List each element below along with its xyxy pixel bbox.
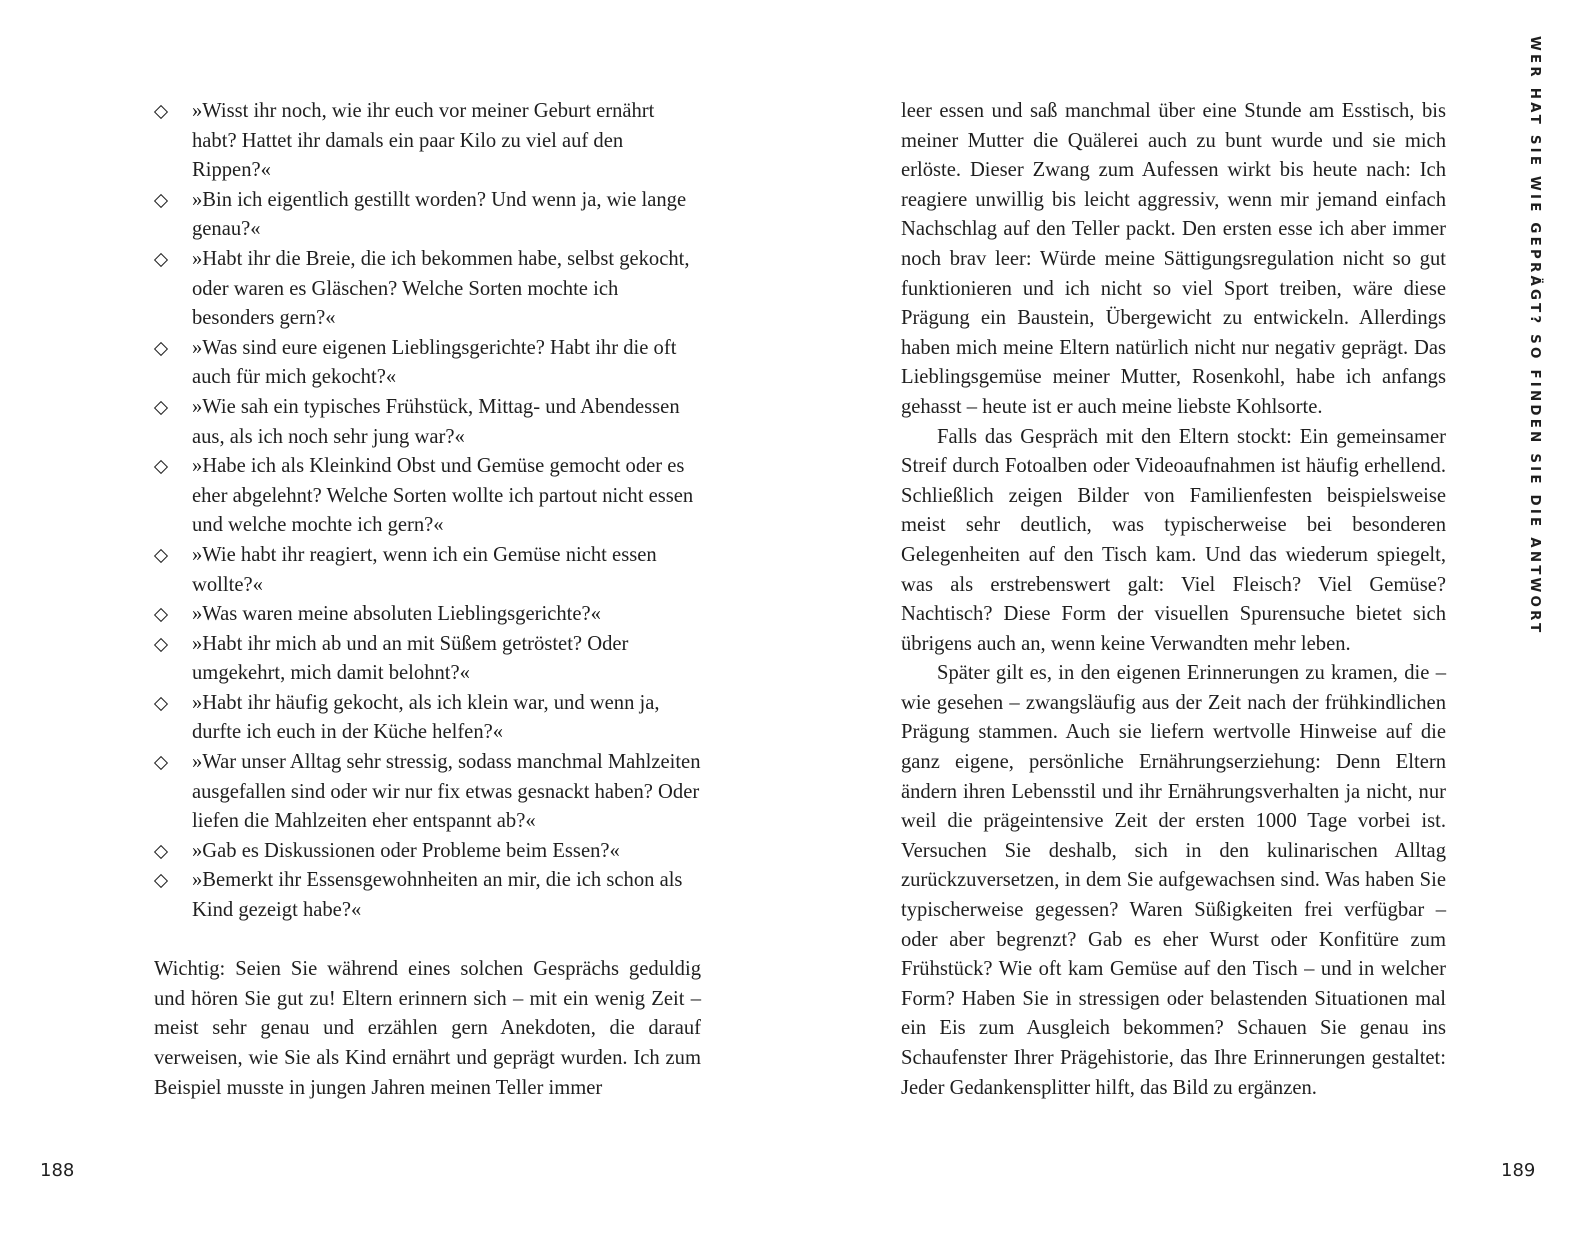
- question-item: [154, 866, 701, 925]
- question-text: »Wisst ihr noch, wie ihr euch vor meiner Geburt ernährt habt? Hattet ihr damals ein paar Kilo zu viel auf den Rippen?«: [192, 100, 655, 182]
- diamond-bullet-icon: [154, 460, 168, 474]
- diamond-bullet-icon: [154, 845, 168, 859]
- body-paragraph: Falls das Gespräch mit den Eltern stockt: Ein gemeinsamer Streif durch Fotoalben oder Videoaufnahmen ist häufig erhellend. Schließlich zeigen Bilder von Familienfesten beispielsweise meist sehr deutlich, was typischerweise bei besonderen Gelegenheiten auf den Tisch kam. Und das wiederum spiegelt, was als erstrebenswert galt: Viel Fleisch? Viel Gemüse? Nachtisch? Diese Form der visuellen Spurensuche bietet sich übrigens auch an, wenn keine Verwandten mehr leben.: [901, 425, 1446, 655]
- diamond-bullet-icon: [154, 105, 168, 119]
- body-paragraph: Später gilt es, in den eigenen Erinnerungen zu kramen, die – wie gesehen – zwangsläufig aus der Zeit nach der frühkindlichen Prägung stammen. Auch sie liefern wertvolle Hinweise auf die ganz eigene, persönliche Ernährungserziehung: Denn Eltern ändern ihren Lebensstil und ihr Ernährungsverhalten ja nicht, nur weil die prägeintensive Zeit der ersten 1000 Tage vorbei ist. Versuchen Sie deshalb, sich in den kulinarischen Alltag zurückzuversetzen, in dem Sie aufgewachsen sind. Was haben Sie typischerweise gegessen? Waren Süßigkeiten frei verfügbar – oder aber begrenzt? Gab es eher Wurst oder Konfitüre zum Frühstück? Wie oft kam Gemüse auf den Tisch – und in welcher Form? Haben Sie in stressigen oder belastenden Situationen mal ein Eis zum Ausgleich bekommen? Schauen Sie genau ins Schaufenster Ihrer Prägehistorie, das Ihre Erinnerungen gestaltet: Jeder Gedankensplitter hilft, das Bild zu ergänzen.: [901, 662, 1446, 1099]
- question-text: »Gab es Diskussionen oder Probleme beim Essen?«: [192, 839, 620, 862]
- question-text: »Habt ihr mich ab und an mit Süßem getröstet? Oder umgekehrt, mich damit belohnt?«: [192, 632, 629, 685]
- right-text-block: [901, 97, 1446, 1103]
- question-item: [154, 748, 701, 837]
- right-page: [797, 0, 1594, 1240]
- question-item: [154, 186, 701, 245]
- question-item: [154, 452, 701, 541]
- diamond-bullet-icon: [154, 874, 168, 888]
- question-item: [154, 97, 701, 186]
- important-paragraph: Wichtig: Seien Sie während eines solchen Gesprächs geduldig und hören Sie gut zu! Eltern erinnern sich – mit ein wenig Zeit – meist sehr genau und erzählen gern Anekdoten, die darauf verweisen, wie Sie als Kind ernährt und geprägt wurden. Ich zum Beispiel musste in jungen Jahren meinen Teller immer: [154, 958, 701, 1099]
- question-text: »Wie habt ihr reagiert, wenn ich ein Gemüse nicht essen wollte?«: [192, 543, 657, 596]
- question-text: »Was sind eure eigenen Lieblingsgerichte? Habt ihr die oft auch für mich gekocht?«: [192, 336, 677, 389]
- question-list: [154, 97, 701, 926]
- question-item: [154, 393, 701, 452]
- question-text: »Wie sah ein typisches Frühstück, Mittag- und Abendessen aus, als ich noch sehr jung war?«: [192, 395, 680, 448]
- body-paragraph: leer essen und saß manchmal über eine Stunde am Esstisch, bis meiner Mutter die Quälerei auch zu bunt wurde und sie mich erlöste. Dieser Zwang zum Aufessen wirkt bis heute nach: Ich reagiere unwillig bis leicht aggressiv, wenn mir jemand einfach Nachschlag auf den Teller packt. Den ersten esse ich aber immer noch brav leer: Würde meine Sättigungsregulation nicht so gut funktionieren und ich nicht so viel Sport treiben, wäre diese Prägung ein Baustein, Übergewicht zu entwickeln. Allerdings haben mich meine Eltern natürlich nicht nur negativ geprägt. Das Lieblingsgemüse meiner Mutter, Rosenkohl, habe ich anfangs gehasst – heute ist er auch meine liebste Kohlsorte.: [901, 100, 1446, 418]
- diamond-bullet-icon: [154, 194, 168, 208]
- question-text: »Habt ihr häufig gekocht, als ich klein war, und wenn ja, durfte ich euch in der Küche helfen?«: [192, 691, 660, 744]
- diamond-bullet-icon: [154, 549, 168, 563]
- diamond-bullet-icon: [154, 697, 168, 711]
- diamond-bullet-icon: [154, 401, 168, 415]
- running-head: WER HAT SIE WIE GEPRÄGT? SO FINDEN SIE DIE ANTWORT: [1527, 36, 1542, 636]
- question-text: »War unser Alltag sehr stressig, sodass manchmal Mahlzeiten ausgefallen sind oder wir nur fix etwas gesnackt haben? Oder liefen die Mahlzeiten eher entspannt ab?«: [192, 751, 701, 833]
- question-text: »Bemerkt ihr Essensgewohnheiten an mir, die ich schon als Kind gezeigt habe?«: [192, 869, 683, 922]
- page-number-left: 188: [40, 1160, 75, 1181]
- diamond-bullet-icon: [154, 756, 168, 770]
- question-text: »Was waren meine absoluten Lieblingsgerichte?«: [192, 603, 601, 626]
- question-text: »Habe ich als Kleinkind Obst und Gemüse gemocht oder es eher abgelehnt? Welche Sorten wollte ich partout nicht essen und welche mochte ich gern?«: [192, 455, 694, 537]
- question-item: [154, 245, 701, 334]
- question-item: [154, 689, 701, 748]
- diamond-bullet-icon: [154, 608, 168, 622]
- question-item: [154, 630, 701, 689]
- question-text: »Habt ihr die Breie, die ich bekommen habe, selbst gekocht, oder waren es Gläschen? Welche Sorten mochte ich besonders gern?«: [192, 247, 690, 330]
- page-number-right: 189: [1501, 1160, 1536, 1181]
- diamond-bullet-icon: [154, 638, 168, 652]
- diamond-bullet-icon: [154, 253, 168, 267]
- question-item: [154, 600, 701, 630]
- question-item: [154, 837, 701, 867]
- question-item: [154, 541, 701, 600]
- left-text-block: [154, 97, 701, 1103]
- question-item: [154, 334, 701, 393]
- diamond-bullet-icon: [154, 342, 168, 356]
- question-text: »Bin ich eigentlich gestillt worden? Und wenn ja, wie lange genau?«: [192, 188, 687, 241]
